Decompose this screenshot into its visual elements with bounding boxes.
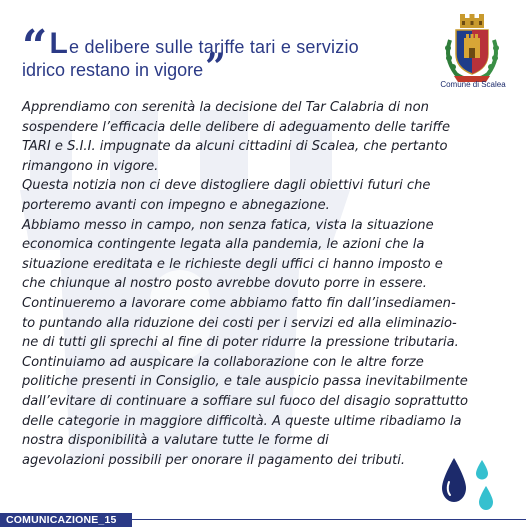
body-line: economica contingente legata alla pandemia, le azioni che la (22, 237, 425, 253)
body-line: to puntando alla riduzione dei costi per i servizi ed alla eliminazio- (22, 315, 457, 331)
body-line: Questa notizia non ci deve distogliere dagli obiettivi futuri che (22, 178, 431, 194)
body-line: porteremo avanti con impegno e abnegazione. (22, 197, 330, 213)
crest-caption: Comune di Scalea (440, 80, 506, 89)
body-line: Abbiamo messo in campo, non senza fatica, vista la situazione (22, 217, 434, 233)
body-line: Continuiamo ad auspicare la collaborazione con le altre forze (22, 354, 424, 370)
body-line: agevolazioni possibili per onorare il pagamento dei tributi. (22, 452, 406, 468)
communication-tag: COMUNICAZIONE_15 (0, 513, 132, 527)
headline (22, 21, 417, 88)
body-line: nostra disponibilità a valutare tutte le forme di (22, 433, 329, 449)
body-line: sospendere l’efficacia delle delibere di adeguamento delle tariffe (22, 119, 451, 135)
body-line: ne di tutti gli sprechi al fine di poter ridurre la pressione tributaria. (22, 335, 459, 351)
body-line: TARI e S.I.I. impugnate da alcuni cittadini di Scalea, che pertanto (22, 139, 448, 155)
headline-first-letter: L (49, 27, 69, 60)
body-line: dall’evitare di continuare a soffiare sul fuoco del disagio soprattutto (22, 393, 469, 409)
headline-line2: idrico restano in vigore (22, 60, 204, 80)
water-drops-icon (440, 456, 500, 516)
headline-line1: e delibere sulle tariffe tari e servizio (69, 37, 359, 57)
body-line: situazione ereditata e le richieste degli uffici ci hanno imposto e (22, 256, 443, 272)
statement-body (22, 98, 508, 470)
quote-close-mark: ” (205, 46, 226, 88)
quote-open-mark: “ (22, 21, 48, 72)
body-line: Continueremo a lavorare come abbiamo fatto fin dall’insediamen- (22, 295, 456, 311)
municipal-crest-icon (440, 12, 504, 84)
body-line: politiche presenti in Consiglio, e tale auspicio passa inevitabilmente (22, 374, 468, 390)
body-line: Apprendiamo con serenità la decisione del Tar Calabria di non (22, 100, 429, 115)
body-line: delle categorie in maggiore difficoltà. A queste ultime ribadiamo la (22, 413, 462, 429)
body-line: che chiunque al nostro posto avrebbe dovuto porre in essere. (22, 276, 427, 292)
body-line: rimangono in vigore. (22, 158, 159, 174)
footer-divider (132, 519, 526, 520)
